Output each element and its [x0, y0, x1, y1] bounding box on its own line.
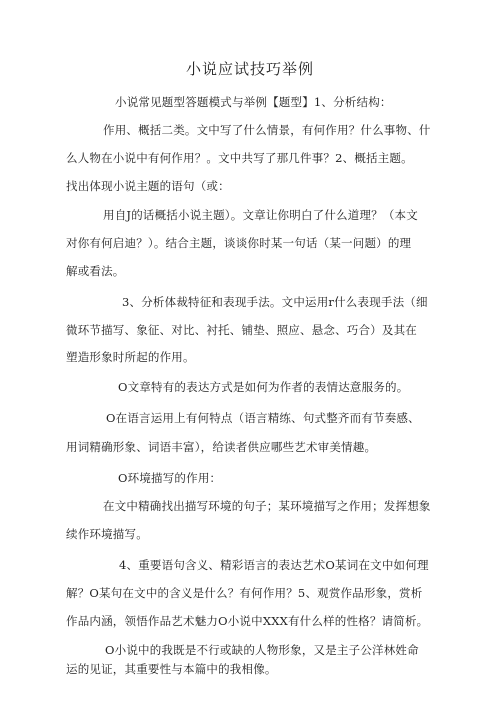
text-line: 解或看法。 — [66, 264, 125, 278]
text-line: 对你有何启迪？）。结合主题，谈谈你时某一句话（某一问题）的理 — [66, 236, 412, 250]
text-line: O在语言运用上有何特点（语言精练、句式整齐而有节奏感、 — [106, 411, 420, 425]
text-line: 用词精确形象、词语丰富），给读者供应哪些艺术审美情趣。 — [66, 440, 377, 454]
text-line: 微环节描写、象征、对比、衬托、铺垫、照应、悬念、巧合）及其在 — [66, 323, 417, 337]
text-line: 塑造形象时所起的作用。 — [66, 350, 195, 364]
text-line: 作用、概括二类。文中写了什么情景，有何作用？什么事物、什 — [103, 123, 431, 137]
text-line: O环境描写的作用： — [118, 471, 222, 485]
text-line: 找出体现小说主题的语句（或： — [66, 179, 230, 193]
text-line: 3、分析体裁特征和表现手法。文中运用r什么表现手法（细 — [122, 295, 428, 309]
text-line: 么人物在小说中有何作用？。文中共写了那几件事？2、概括主题。 — [66, 151, 413, 165]
text-line: 在文中精确找出描写环境的句子；某环境描写之作用；发挥想象 — [103, 499, 431, 513]
text-line: 小说常见题型答题模式与举例【题型】1、分析结构： — [115, 95, 392, 109]
text-line: 用自J的话概括小说主题）。文章让你明白了什么道理？（本文 — [103, 208, 418, 222]
text-line: 作品内涵，领悟作品艺术魅力O小说中XXX有什么样的性格？请简析。 — [66, 614, 429, 628]
text-line: O文章特有的表达方式是如何为作者的表情达意服务的。 — [118, 380, 409, 394]
text-line: 4、重要语句含义、精彩语言的表达艺术O某词在文中如何理 — [119, 558, 429, 572]
text-line: 运的见证，其重要性与本篇中的我相像。 — [66, 662, 277, 676]
text-line: O小说中的我既是不行或缺的人物形象，又是主子公洋林姓命 — [105, 643, 419, 657]
page-title: 小说应试技巧举例 — [185, 60, 314, 78]
text-line: 解？O某句在文中的含义是什么？有何作用？5、观赏作品形象，赏析 — [66, 586, 423, 600]
text-line: 续作环境描写。 — [66, 527, 148, 541]
